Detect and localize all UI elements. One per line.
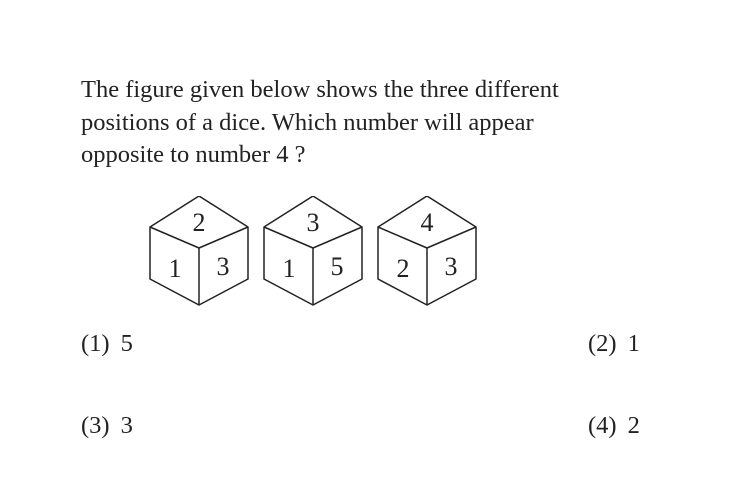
- option-value: 3: [120, 412, 133, 439]
- die-left-face-number: 1: [168, 254, 182, 283]
- die-left-face-number: 2: [396, 254, 410, 283]
- dice-figure: [140, 196, 490, 312]
- die-right-face-number: 3: [444, 252, 458, 281]
- option-1[interactable]: [81, 330, 133, 358]
- option-value: 1: [627, 330, 640, 357]
- question-line: The figure given below shows the three different: [81, 76, 559, 103]
- question-line: opposite to number 4 ?: [81, 141, 306, 168]
- option-2[interactable]: [588, 330, 640, 358]
- die-right-face-number: 5: [330, 252, 344, 281]
- die-top-face-number: 4: [420, 208, 434, 237]
- question-line: positions of a dice. Which number will appear: [81, 108, 534, 136]
- die-left-face-number: 1: [282, 254, 296, 283]
- die-3: [378, 196, 476, 305]
- die-2: [264, 196, 362, 305]
- option-3[interactable]: [81, 412, 133, 440]
- die-top-face-number: 3: [306, 208, 320, 237]
- dice-figure-svg: [140, 196, 490, 312]
- die-1: [150, 196, 248, 305]
- question-text: [81, 74, 601, 172]
- die-right-face-number: 3: [216, 252, 230, 281]
- option-number: (2): [588, 330, 617, 357]
- option-number: (4): [588, 412, 617, 439]
- option-number: (3): [81, 412, 110, 439]
- option-4[interactable]: [588, 412, 640, 440]
- die-top-face-number: 2: [192, 208, 206, 237]
- option-value: 5: [120, 330, 133, 357]
- option-number: (1): [81, 330, 110, 357]
- option-value: 2: [627, 412, 640, 439]
